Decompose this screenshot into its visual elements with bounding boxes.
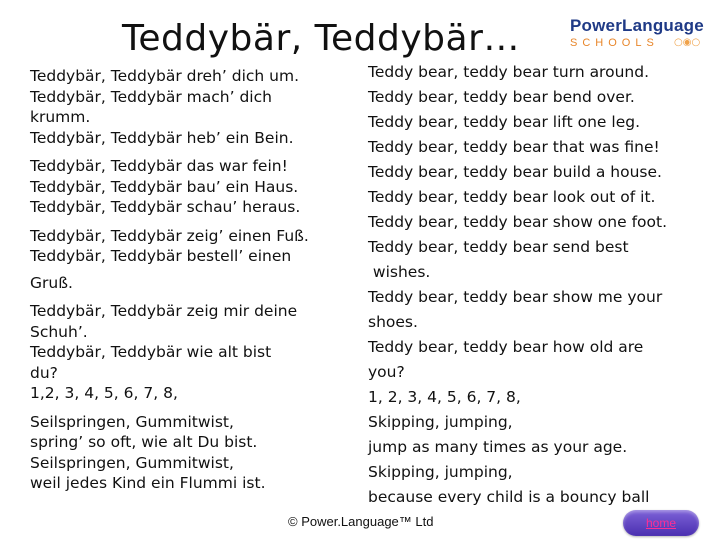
- german-line: Seilspringen, Gummitwist,: [30, 412, 234, 431]
- copyright-footer: © Power.Language™ Ltd: [288, 514, 434, 529]
- german-line: Teddybär, Teddybär schau’ heraus.: [30, 198, 301, 216]
- german-line: 1,2, 3, 4, 5, 6, 7, 8,: [30, 384, 178, 402]
- logo-dots-icon: ○◉○: [674, 37, 701, 48]
- english-line: Teddy bear, teddy bear build a house.: [368, 163, 662, 181]
- german-line: weil jedes Kind ein Flummi ist.: [30, 474, 266, 492]
- english-line: Teddy bear, teddy bear show me your: [368, 288, 663, 306]
- german-line: krumm.: [30, 108, 91, 126]
- german-line: Teddybär, Teddybär das war fein!: [30, 157, 288, 175]
- german-line: spring’ so oft, wie alt Du bist.: [30, 433, 258, 451]
- english-line: Teddy bear, teddy bear lift one leg.: [368, 113, 640, 131]
- english-line: 1, 2, 3, 4, 5, 6, 7, 8,: [368, 388, 521, 406]
- english-line: wishes.: [368, 263, 431, 281]
- english-line: because every child is a bouncy ball: [368, 488, 650, 506]
- english-line: Skipping, jumping,: [368, 463, 513, 481]
- german-line: Gruß.: [30, 273, 73, 292]
- home-button[interactable]: home: [623, 510, 699, 536]
- german-line: du?: [30, 363, 58, 382]
- stanza-gap: [30, 148, 360, 156]
- english-line: Teddy bear, teddy bear how old are: [368, 338, 644, 356]
- english-line: you?: [368, 363, 405, 381]
- german-line: Teddybär, Teddybär bau’ ein Haus.: [30, 177, 299, 196]
- german-line: Teddybär, Teddybär dreh’ dich um.: [30, 67, 299, 85]
- german-line: Seilspringen, Gummitwist,: [30, 453, 234, 472]
- brand-logo: [570, 16, 710, 50]
- german-stanza-4: [30, 301, 360, 404]
- german-lyrics: [30, 66, 360, 494]
- english-line: Teddy bear, teddy bear bend over.: [368, 88, 635, 106]
- english-line: jump as many times as your age.: [368, 438, 628, 456]
- english-line: Teddy bear, teddy bear look out of it.: [368, 188, 656, 206]
- english-lyrics: [368, 62, 713, 508]
- stanza-gap: [30, 218, 360, 226]
- english-line: Teddy bear, teddy bear send best: [368, 238, 629, 256]
- german-line: Teddybär, Teddybär bestell’ einen: [30, 247, 292, 265]
- german-line: Teddybär, Teddybär zeig’ einen Fuß.: [30, 226, 309, 245]
- german-line: Teddybär, Teddybär mach’ dich: [30, 87, 272, 106]
- logo-wordmark: PowerLanguage: [570, 16, 704, 35]
- german-line: Teddybär, Teddybär heb’ ein Bein.: [30, 128, 294, 147]
- german-stanza-3: [30, 226, 360, 294]
- german-stanza-2: [30, 156, 360, 218]
- english-line: Teddy bear, teddy bear show one foot.: [368, 213, 667, 231]
- stanza-gap: [30, 293, 360, 301]
- german-line: Teddybär, Teddybär wie alt bist: [30, 343, 272, 361]
- german-stanza-5: [30, 412, 360, 494]
- german-line: Teddybär, Teddybär zeig mir deine: [30, 302, 298, 320]
- english-line: Skipping, jumping,: [368, 413, 513, 431]
- german-line: Schuh’.: [30, 322, 88, 341]
- stanza-gap: [30, 404, 360, 412]
- page-title: Teddybär, Teddybär…: [122, 18, 520, 59]
- english-line: shoes.: [368, 313, 418, 331]
- german-stanza-1: [30, 66, 360, 148]
- english-line: Teddy bear, teddy bear turn around.: [368, 63, 649, 81]
- english-line: Teddy bear, teddy bear that was fine!: [368, 138, 660, 156]
- logo-subtitle: SCHOOLS: [570, 37, 659, 49]
